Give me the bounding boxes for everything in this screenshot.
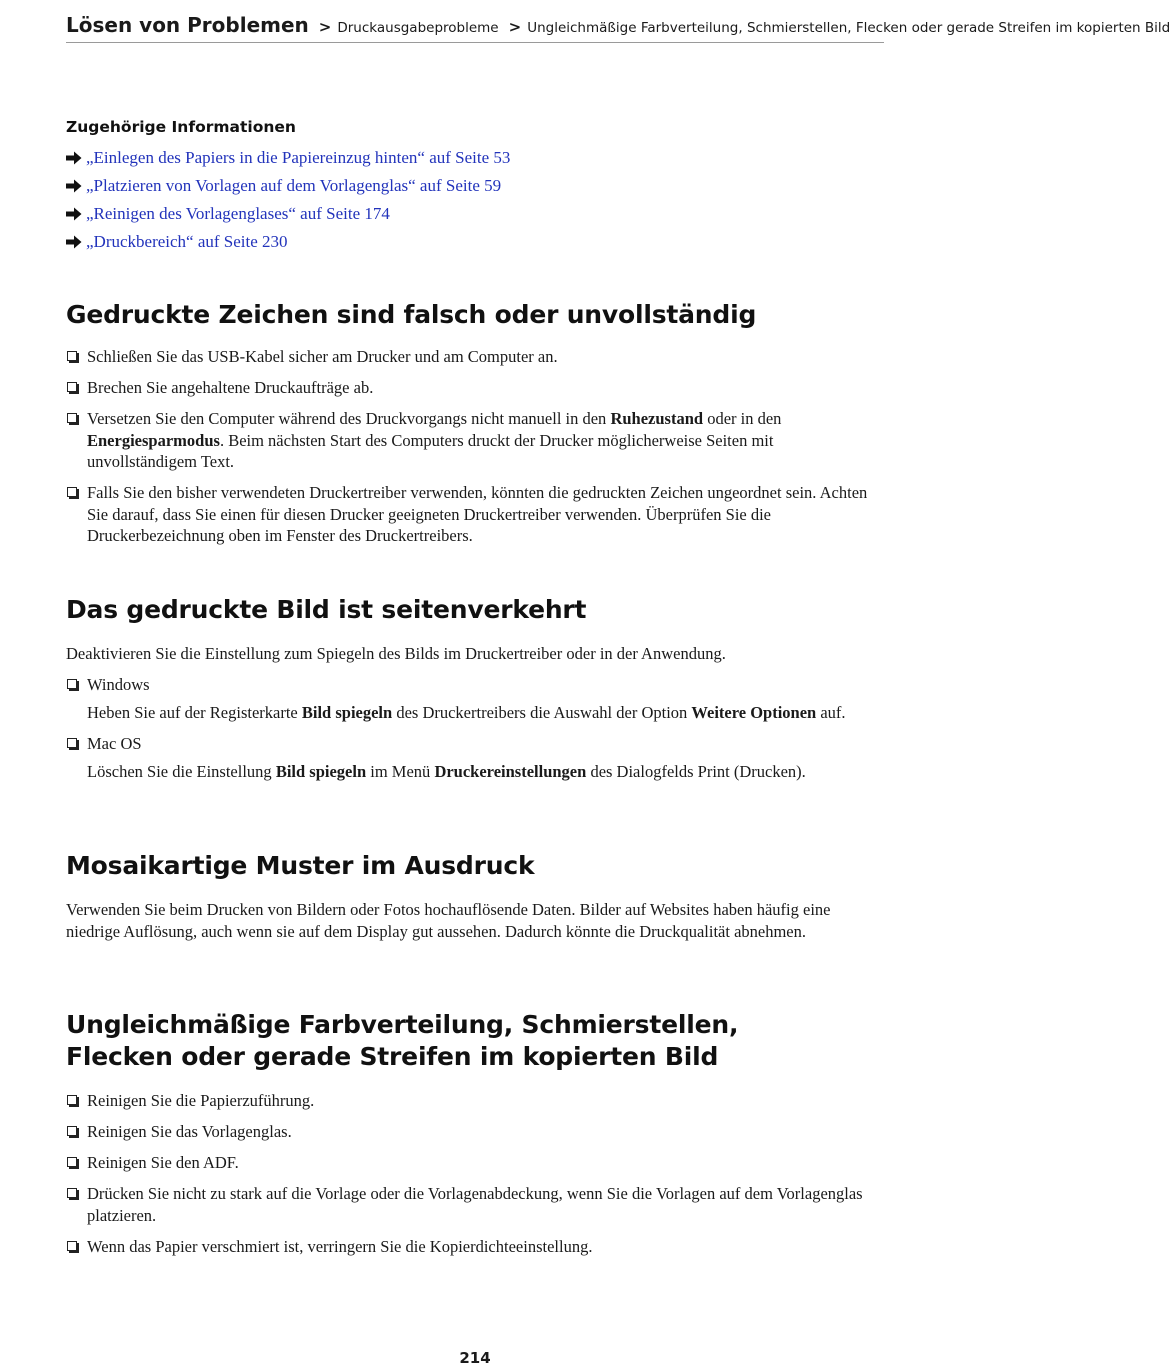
bullet-list [66,346,884,547]
list-item [66,482,884,547]
list-item [66,1236,884,1258]
checkbox-bullet-icon [67,1126,77,1136]
list-item-text: oder in den [703,409,782,428]
section-heading: Mosaikartige Muster im Ausdruck [66,851,535,880]
list-item [66,1152,884,1174]
list-item-windows [66,674,884,696]
bullet-list [66,674,884,696]
list-item-text: . Beim nächsten Start des Computers druckt der Drucker möglicherweise Seiten mit unvollständigem Text. [87,430,774,471]
related-link-row [66,144,510,172]
page-number: 214 [459,1349,491,1367]
macos-instruction [66,761,884,783]
list-item-text: Falls Sie den bisher verwendeten Druckertreiber verwenden, könnten die gedruckten Zeichen ungeordnet sein. Achten Sie darauf, dass Sie einen für diesen Drucker geeigneten Druckertreiber verwenden. Überprüfen Sie die Druckerbezeichnung oben im Fenster des Druckertreibers. [87,483,868,545]
breadcrumb-separator: > [318,18,332,36]
checkbox-bullet-icon [67,1241,77,1251]
list-item-text: Reinigen Sie das Vorlagenglas. [87,1122,292,1141]
link-druckbereich[interactable]: „Druckbereich“ auf Seite 230 [86,232,288,251]
link-vorlagenglas-reinigen[interactable]: „Reinigen des Vorlagenglases“ auf Seite 174 [86,204,390,223]
section-gedruckte-zeichen [66,299,884,556]
list-item [66,1183,884,1226]
related-link-row [66,228,510,256]
checkbox-bullet-icon [67,413,77,423]
list-item-text: Reinigen Sie den ADF. [87,1153,239,1172]
chapter-title: Lösen von Problemen [66,13,309,37]
term-energiesparmodus: Energiesparmodus [87,430,220,450]
windows-instruction [66,702,884,724]
checkbox-bullet-icon [67,487,77,497]
section-heading: Ungleichmäßige Farbverteilung, Schmierstellen, Flecken oder gerade Streifen im kopierten Bild [66,1010,739,1071]
arrow-right-icon [66,207,82,221]
link-papier-einlegen[interactable]: „Einlegen des Papiers in die Papiereinzug hinten“ auf Seite 53 [86,148,511,167]
list-item-macos [66,733,884,755]
instruction-text: auf. [816,703,846,722]
related-info-title: Zugehörige Informationen [66,118,296,136]
section-text: Verwenden Sie beim Drucken von Bildern oder Fotos hochauflösende Daten. Bilder auf Websites haben häufig eine niedrige Auflösung, auch wenn sie auf dem Display gut aussehen. Dadurch könnte die Druckqualität abnehmen. [66,900,831,941]
term-bild-spiegeln: Bild spiegeln [301,703,393,722]
list-item-text: Brechen Sie angehaltene Druckaufträge ab. [87,378,374,397]
arrow-right-icon [66,151,82,165]
term-weitere-optionen: Weitere Optionen [691,703,817,722]
checkbox-bullet-icon [67,1188,77,1198]
list-item [66,1121,884,1143]
section-ungleichmaessige-farbverteilung [66,1009,884,1267]
term-bild-spiegeln: Bild spiegeln [275,762,367,781]
section-intro: Deaktivieren Sie die Einstellung zum Spiegeln des Bilds im Druckertreiber oder in der Anwendung. [66,644,726,663]
section-bild-seitenverkehrt [66,594,884,792]
bullet-list [66,1090,884,1257]
term-druckereinstellungen: Druckereinstellungen [434,762,587,781]
term-ruhezustand: Ruhezustand [610,409,704,428]
list-item-text: Drücken Sie nicht zu stark auf die Vorlage oder die Vorlagenabdeckung, wenn Sie die Vorlagen auf dem Vorlagenglas platzieren. [87,1184,863,1225]
checkbox-bullet-icon [67,738,77,748]
related-link-row [66,172,510,200]
instruction-text: im Menü [366,762,435,781]
instruction-text: des Druckertreibers die Auswahl der Option [392,703,692,722]
related-link-row [66,200,510,228]
checkbox-bullet-icon [67,382,77,392]
list-item-text: Schließen Sie das USB-Kabel sicher am Drucker und am Computer an. [87,347,558,366]
instruction-text: des Dialogfelds Print (Drucken). [586,762,806,781]
checkbox-bullet-icon [67,1157,77,1167]
checkbox-bullet-icon [67,679,77,689]
breadcrumb-item-current: Ungleichmäßige Farbverteilung, Schmierstellen, Flecken oder gerade Streifen im kopierten Bild [527,20,1170,36]
section-mosaikartige-muster [66,850,884,942]
breadcrumb-item-druckausgabeprobleme[interactable]: Druckausgabeprobleme [337,20,499,36]
instruction-text: Löschen Sie die Einstellung [87,762,276,781]
list-item [66,346,884,368]
link-vorlagen-platzieren[interactable]: „Platzieren von Vorlagen auf dem Vorlagenglas“ auf Seite 59 [86,176,502,195]
section-heading: Gedruckte Zeichen sind falsch oder unvollständig [66,300,757,329]
list-item-text: Wenn das Papier verschmiert ist, verringern Sie die Kopierdichteeinstellung. [87,1236,593,1256]
breadcrumb [66,10,1170,43]
os-label: Windows [87,674,150,694]
breadcrumb-separator: > [508,18,522,36]
list-item-text: Versetzen Sie den Computer während des Druckvorgangs nicht manuell in den [87,409,611,428]
checkbox-bullet-icon [67,1095,77,1105]
checkbox-bullet-icon [67,351,77,361]
arrow-right-icon [66,235,82,249]
list-item-text: Reinigen Sie die Papierzuführung. [87,1091,315,1110]
related-info [66,118,510,256]
os-label: Mac OS [87,733,142,753]
arrow-right-icon [66,179,82,193]
instruction-text: Heben Sie auf der Registerkarte [87,703,302,722]
section-heading: Das gedruckte Bild ist seitenverkehrt [66,595,587,624]
bullet-list [66,733,884,755]
list-item [66,1090,884,1112]
list-item [66,408,884,473]
list-item [66,377,884,399]
